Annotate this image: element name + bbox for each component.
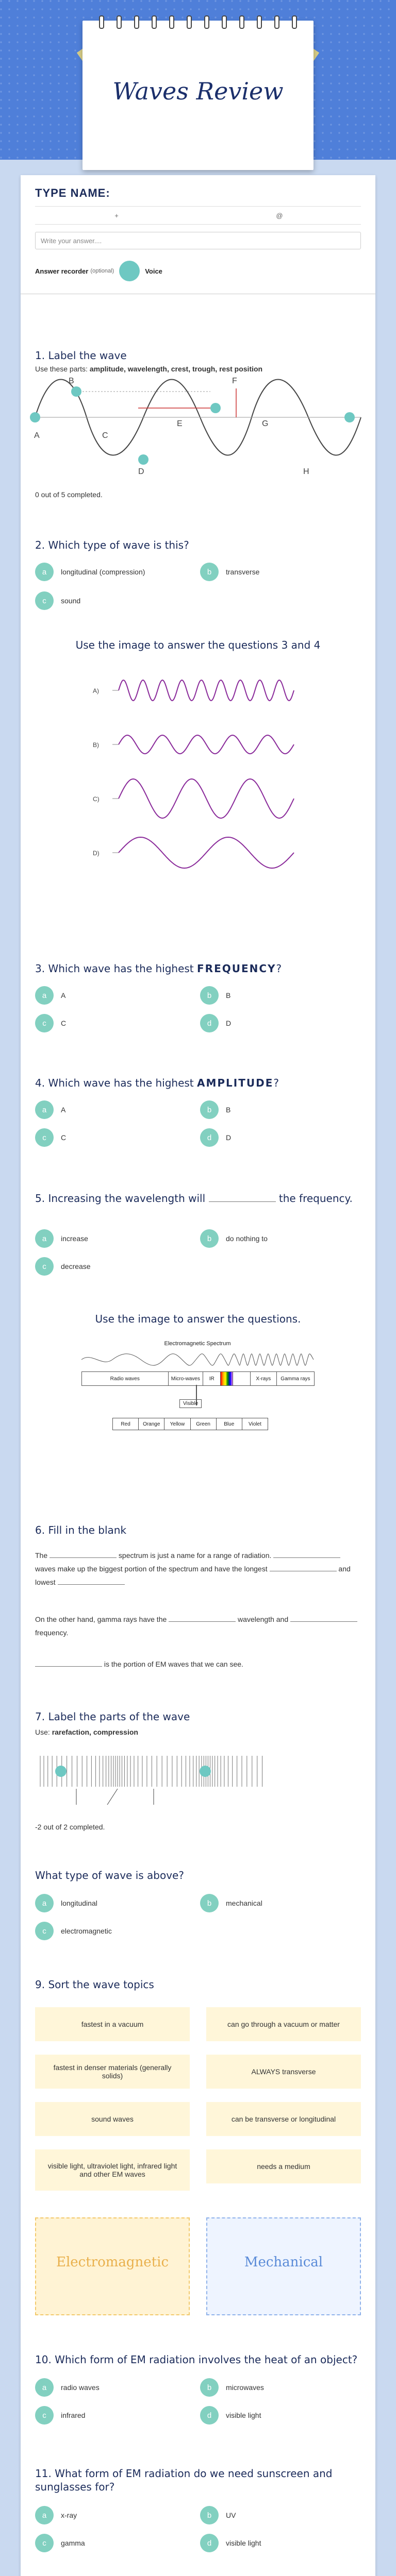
visible-label: Visible (179, 1399, 202, 1408)
q11-option-c[interactable] (35, 2534, 85, 2552)
image-prompt-2: Use the image to answer the questions. (95, 1313, 301, 1325)
option-letter: b (200, 986, 219, 1005)
question-1 (35, 349, 361, 373)
q10-option-b[interactable] (200, 2378, 264, 2397)
spectrum-title: Electromagnetic Spectrum (164, 1341, 231, 1347)
q2-heading: 2. Which type of wave is this? (35, 539, 189, 551)
option-letter: b (200, 563, 219, 581)
option-letter: b (200, 1894, 219, 1912)
bin-electromagnetic[interactable] (35, 2217, 190, 2315)
sort-card[interactable]: ALWAYS transverse (206, 2055, 361, 2089)
label-target (30, 412, 40, 422)
band-ir: IR (203, 1372, 221, 1385)
option-text: A (61, 1106, 66, 1114)
q4-heading-word: AMPLITUDE (197, 1077, 274, 1089)
q4-heading (35, 1077, 361, 1089)
wave-label: B) (93, 741, 99, 749)
q4-option-a[interactable] (35, 1100, 65, 1119)
name-cell-a[interactable]: + (114, 211, 119, 219)
wave-B (119, 735, 294, 754)
q2-option-c[interactable] (35, 591, 80, 610)
sub-band: Orange (139, 1418, 164, 1430)
q3-option-c[interactable] (35, 1014, 66, 1032)
option-letter: a (35, 1100, 54, 1119)
sub-band: Green (191, 1418, 217, 1430)
option-letter: a (35, 2506, 54, 2524)
ring (274, 15, 279, 29)
ring (187, 15, 192, 29)
q3-option-b[interactable] (200, 986, 230, 1005)
q5-option-c[interactable] (35, 1257, 91, 1276)
q10-option-c[interactable] (35, 2406, 85, 2425)
q10-option-d[interactable] (200, 2406, 261, 2425)
q6-text: wavelength and (238, 1615, 289, 1623)
q5-option-b[interactable] (200, 1229, 268, 1248)
q6-blank[interactable] (290, 1614, 357, 1622)
band-gamma: Gamma rays (280, 1376, 310, 1382)
sort-card[interactable]: can be transverse or longitudinal (206, 2102, 361, 2136)
bin-mechanical[interactable] (206, 2217, 361, 2315)
bin-label: Electromagnetic (56, 2255, 169, 2270)
title-card (82, 21, 314, 170)
wave-label: A) (93, 687, 99, 694)
option-letter: c (35, 1014, 54, 1032)
q1-heading: 1. Label the wave (35, 349, 127, 362)
option-letter: c (35, 1922, 54, 1940)
name-row (35, 206, 361, 225)
point-label: F (232, 377, 237, 385)
sort-card[interactable]: fastest in a vacuum (35, 2007, 190, 2041)
option-letter: c (35, 591, 54, 610)
q6-heading: 6. Fill in the blank (35, 1524, 127, 1536)
q4-heading-prefix: 4. Which wave has the highest (35, 1077, 194, 1089)
point-label: E (177, 419, 183, 428)
sort-card[interactable]: fastest in denser materials (generally solids) (35, 2055, 190, 2089)
label-target (55, 1766, 67, 1777)
label-target (71, 386, 81, 397)
q6-blank[interactable] (270, 1564, 337, 1571)
option-letter: d (200, 2406, 219, 2425)
q6-text: frequency. (35, 1629, 69, 1637)
longitudinal-wave-diagram (35, 1745, 272, 1812)
band-visible (221, 1372, 233, 1385)
waves-abcd-diagram (88, 670, 304, 886)
option-letter: b (200, 2378, 219, 2397)
point-label: G (262, 419, 269, 428)
option-text: visible light (226, 2539, 261, 2547)
ring (204, 15, 209, 29)
option-letter: b (200, 1100, 219, 1119)
wave-D (119, 837, 294, 868)
q7-instruction-prefix: Use: (35, 1728, 50, 1736)
ring (152, 15, 157, 29)
q6-blank[interactable] (169, 1614, 236, 1622)
ring (257, 15, 262, 29)
q2-option-a[interactable] (35, 563, 145, 581)
q6-text: and lowest (35, 1565, 351, 1586)
option-text: longitudinal (61, 1899, 97, 1907)
option-letter: d (200, 1014, 219, 1032)
point-label: D (138, 467, 144, 476)
option-text: radio waves (61, 2383, 100, 2392)
q7-instruction-terms: rarefaction, compression (52, 1728, 138, 1736)
sub-band: Red (113, 1418, 139, 1430)
option-letter: a (35, 563, 54, 581)
option-text: B (226, 1106, 231, 1114)
q1-progress: 0 out of 5 completed. (35, 490, 103, 499)
q6-blank[interactable] (58, 1577, 125, 1585)
sub-band: Yellow (164, 1418, 190, 1430)
option-text: D (226, 1019, 232, 1027)
option-letter: c (35, 1257, 54, 1276)
label-target (138, 454, 148, 465)
q8-option-b[interactable] (200, 1894, 262, 1912)
recorder-optional: (optional) (90, 268, 114, 274)
band-xray: X-rays (251, 1372, 277, 1385)
option-text: infrared (61, 2411, 86, 2419)
option-text: longitudinal (compression) (61, 568, 145, 576)
visible-sub-bands (112, 1418, 268, 1430)
sort-card[interactable]: can go through a vacuum or matter (206, 2007, 361, 2041)
option-text: C (61, 1019, 67, 1027)
q6-text: waves make up the biggest portion of the spectrum and have the longest (35, 1565, 268, 1573)
option-letter: b (200, 1229, 219, 1248)
ring (239, 15, 244, 29)
q1-instruction-prefix: Use these parts: (35, 365, 88, 373)
image-prompt-1: Use the image to answer the questions 3 and 4 (75, 639, 321, 651)
answer-recorder (35, 261, 361, 281)
spectrum-wave (81, 1352, 314, 1367)
name-input[interactable]: Write your answer.... (35, 232, 361, 249)
name-label: TYPE NAME: (35, 187, 110, 199)
mic-icon[interactable] (119, 261, 140, 281)
wave-label: D) (93, 850, 100, 857)
q7-instruction (35, 1728, 361, 1736)
option-text: visible light (226, 2411, 261, 2419)
ring (134, 15, 139, 29)
q10-heading: 10. Which form of EM radiation involves the heat of an object? (35, 2353, 358, 2366)
q4-heading-suffix: ? (273, 1077, 279, 1089)
q3-heading-word: FREQUENCY (197, 962, 276, 975)
option-text: transverse (226, 568, 260, 576)
option-letter: a (35, 1894, 54, 1912)
q11-option-b[interactable] (200, 2506, 236, 2524)
q6-blank[interactable] (273, 1550, 340, 1558)
q4-option-b[interactable] (200, 1100, 230, 1119)
spectrum-curve (81, 1354, 314, 1366)
option-letter: d (200, 1128, 219, 1147)
option-text: C (61, 1133, 67, 1142)
q5-option-a[interactable] (35, 1229, 88, 1248)
worksheet (21, 175, 375, 2576)
q1-instruction (35, 365, 361, 373)
name-section (35, 187, 361, 281)
ring (117, 15, 122, 29)
option-text: do nothing to (226, 1234, 268, 1243)
option-text: microwaves (226, 2383, 264, 2392)
q2-option-b[interactable] (200, 563, 259, 581)
q4-option-c[interactable] (35, 1128, 66, 1147)
q3-heading-suffix: ? (276, 962, 282, 975)
band-microwave: Micro-waves (169, 1372, 204, 1385)
q6-text: The (35, 1551, 48, 1560)
page-title: Waves Review (112, 77, 284, 105)
point-label: A (34, 431, 40, 440)
option-text: sound (61, 597, 81, 605)
q6-text: spectrum is just a name for a range of radiation. (118, 1551, 272, 1560)
q10-option-a[interactable] (35, 2378, 100, 2397)
q3-option-d[interactable] (200, 1014, 231, 1032)
label-target (210, 403, 221, 413)
q6-paragraph-3 (35, 1659, 361, 1668)
sub-band: Blue (217, 1418, 242, 1430)
wave-label: C) (93, 795, 100, 803)
option-text: gamma (61, 2539, 85, 2547)
option-letter: c (35, 1128, 54, 1147)
label-target (344, 412, 355, 422)
option-letter: c (35, 2534, 54, 2552)
ring (99, 15, 104, 29)
option-text: decrease (61, 1262, 91, 1270)
sort-card[interactable]: sound waves (35, 2102, 190, 2136)
q6-blank[interactable] (35, 1659, 102, 1667)
q6-paragraph-1 (35, 1549, 361, 1589)
q6-paragraph-2 (35, 1613, 361, 1639)
q8-option-a[interactable] (35, 1894, 97, 1912)
q1-instruction-terms: amplitude, wavelength, crest, trough, rest position (89, 365, 263, 373)
bin-label: Mechanical (244, 2255, 323, 2270)
option-text: UV (226, 2511, 236, 2519)
q8-heading: What type of wave is above? (35, 1869, 184, 1882)
q3-option-a[interactable] (35, 986, 65, 1005)
q11-option-d[interactable] (200, 2534, 261, 2552)
option-text: B (226, 991, 231, 999)
band-uv (233, 1372, 251, 1385)
q11-option-a[interactable] (35, 2506, 77, 2524)
sort-card[interactable]: visible light, ultraviolet light, infrared light and other EM waves (35, 2149, 190, 2191)
notebook-rings (82, 15, 314, 28)
point-label: H (303, 467, 309, 476)
voice-label: Voice (145, 267, 162, 275)
ring (292, 15, 297, 29)
option-text: electromagnetic (61, 1927, 112, 1935)
option-letter: a (35, 1229, 54, 1248)
q1-wave-diagram (35, 377, 361, 475)
q6-text: is the portion of EM waves that we can see. (104, 1660, 243, 1668)
q11-heading: 11. What form of EM radiation do we need sunscreen and sunglasses for? (35, 2467, 333, 2493)
ring (169, 15, 174, 29)
q6-text: On the other hand, gamma rays have the (35, 1615, 167, 1623)
q4-option-d[interactable] (200, 1128, 231, 1147)
q5-heading-start: 5. Increasing the wavelength will (35, 1192, 206, 1205)
sort-card[interactable]: needs a medium (206, 2149, 361, 2183)
q5-blank[interactable] (209, 1194, 276, 1202)
q8-option-c[interactable] (35, 1922, 112, 1940)
q7-progress: -2 out of 2 completed. (35, 1823, 105, 1831)
point-label: B (69, 377, 74, 385)
wave-A (119, 680, 294, 701)
option-letter: c (35, 2406, 54, 2425)
q6-blank[interactable] (50, 1550, 117, 1558)
option-letter: d (200, 2534, 219, 2552)
q3-heading (35, 962, 361, 975)
pointer-line (107, 1789, 118, 1805)
q5-heading-end: the frequency. (278, 1192, 353, 1205)
point-label: C (102, 431, 108, 440)
label-target (200, 1766, 211, 1777)
q9-heading: 9. Sort the wave topics (35, 1978, 154, 1991)
wave-C (119, 779, 294, 818)
name-cell-b[interactable]: @ (276, 211, 283, 219)
option-letter: a (35, 986, 54, 1005)
em-spectrum-diagram (81, 1341, 314, 1438)
option-text: increase (61, 1234, 88, 1243)
option-text: x-ray (61, 2511, 77, 2519)
spectrum-bands (81, 1371, 315, 1386)
option-text: D (226, 1133, 232, 1142)
q3-heading-prefix: 3. Which wave has the highest (35, 962, 194, 975)
recorder-label: Answer recorder (35, 267, 89, 275)
ring (222, 15, 227, 29)
q5-heading (35, 1191, 361, 1206)
option-letter: b (200, 2506, 219, 2524)
option-text: A (61, 991, 66, 999)
option-letter: a (35, 2378, 54, 2397)
q7-heading: 7. Label the parts of the wave (35, 1710, 190, 1723)
band-radio: Radio waves (82, 1372, 169, 1385)
option-text: mechanical (226, 1899, 262, 1907)
sub-band: Violet (249, 1421, 261, 1427)
